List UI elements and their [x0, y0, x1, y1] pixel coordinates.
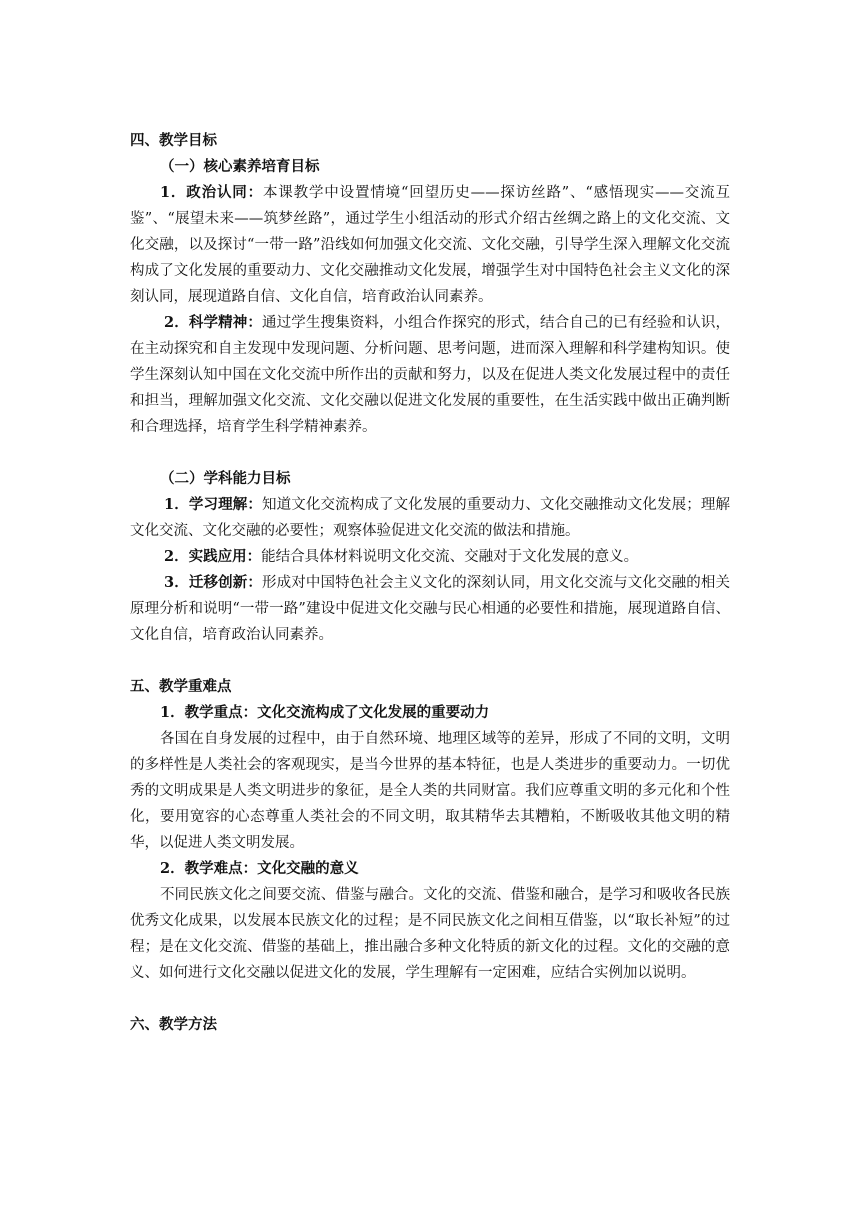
spacer [130, 648, 730, 674]
item-label: 2．科学精神： [164, 314, 262, 331]
item-label: 2．实践应用： [164, 548, 262, 565]
subsection-heading-ability: （二）学科能力目标 [160, 470, 291, 487]
spacer [130, 986, 730, 1012]
paragraph-difficult-point: 不同民族文化之间要交流、借鉴与融合。文化的交流、借鉴和融合，是学习和吸收各民族优秀文化成果，以发展本民族文化的过程；是不同民族文化之间相互借鉴，以“取长补短”的过程；是在文化交流、借鉴的基础上，推出融合多种文化特质的新文化的过程。文化的交融的意义、如何进行文化交融以促进文化的发展，学生理解有一定困难，应结合实例加以说明。 [130, 887, 730, 981]
item-label: 3．迁移创新： [164, 574, 262, 591]
difficult-point-heading: 2．教学难点：文化交融的意义 [160, 860, 359, 877]
subsection-heading-core-literacy: （一）核心素养培育目标 [160, 158, 320, 175]
item-text: 能结合具体材料说明文化交流、交融对于文化发展的意义。 [261, 549, 639, 565]
paragraph-political-identity [130, 180, 730, 310]
section-heading-objectives: 四、教学目标 [130, 132, 217, 149]
paragraph-learning-understanding [130, 492, 730, 544]
item-text: 本课教学中设置情境“回望历史——探访丝路”、“感悟现实——交流互鉴”、“展望未来——筑梦丝路”，通过学生小组活动的形式介绍古丝绸之路上的文化交流、文化交融，以及探讨“一带一路”沿线如何加强文化交流、文化交融，引导学生深入理解文化交流构成了文化发展的重要动力、文化交融推动文化发展，增强学生对中国特色社会主义文化的深刻认同，展现道路自信、文化自信，培育政治认同素养。 [130, 185, 730, 305]
spacer [130, 440, 730, 466]
item-text: 通过学生搜集资料，小组合作探究的形式，结合自己的已有经验和认识，在主动探究和自主发现中发现问题、分析问题、思考问题，进而深入理解和科学建构知识。使学生深刻认知中国在文化交流中所作出的贡献和努力，以及在促进人类文化发展过程中的责任和担当，理解加强文化交流、文化交融以促进文化发展的重要性，在生活实践中做出正确判断和合理选择，培育学生科学精神素养。 [130, 315, 730, 435]
item-label: 1．学习理解： [164, 496, 262, 513]
document-page [130, 128, 730, 1038]
item-text: 形成对中国特色社会主义文化的深刻认同，用文化交流与文化交融的相关原理分析和说明“一带一路”建设中促进文化交融与民心相通的必要性和措施，展现道路自信、文化自信，培育政治认同素养。 [130, 575, 730, 643]
item-label: 1．政治认同： [160, 184, 263, 201]
key-point-heading: 1．教学重点：文化交流构成了文化发展的重要动力 [160, 704, 490, 721]
paragraph-key-point: 各国在自身发展的过程中，由于自然环境、地理区域等的差异，形成了不同的文明，文明的多样性是人类社会的客观现实，是当今世界的基本特征，也是人类进步的重要动力。一切优秀的文明成果是人类文明进步的象征，是全人类的共同财富。我们应尊重文明的多元化和个性化，要用宽容的心态尊重人类社会的不同文明，取其精华去其糟粕，不断吸收其他文明的精华，以促进人类文明发展。 [130, 731, 730, 851]
paragraph-transfer-innovation [130, 570, 730, 648]
section-heading-key-difficult: 五、教学重难点 [130, 678, 232, 695]
item-text: 知道文化交流构成了文化发展的重要动力、文化交融推动文化发展；理解文化交流、文化交融的必要性；观察体验促进文化交流的做法和措施。 [130, 497, 730, 539]
paragraph-scientific-spirit [130, 310, 730, 440]
paragraph-practice-application [130, 544, 730, 570]
section-heading-methods: 六、教学方法 [130, 1016, 217, 1033]
